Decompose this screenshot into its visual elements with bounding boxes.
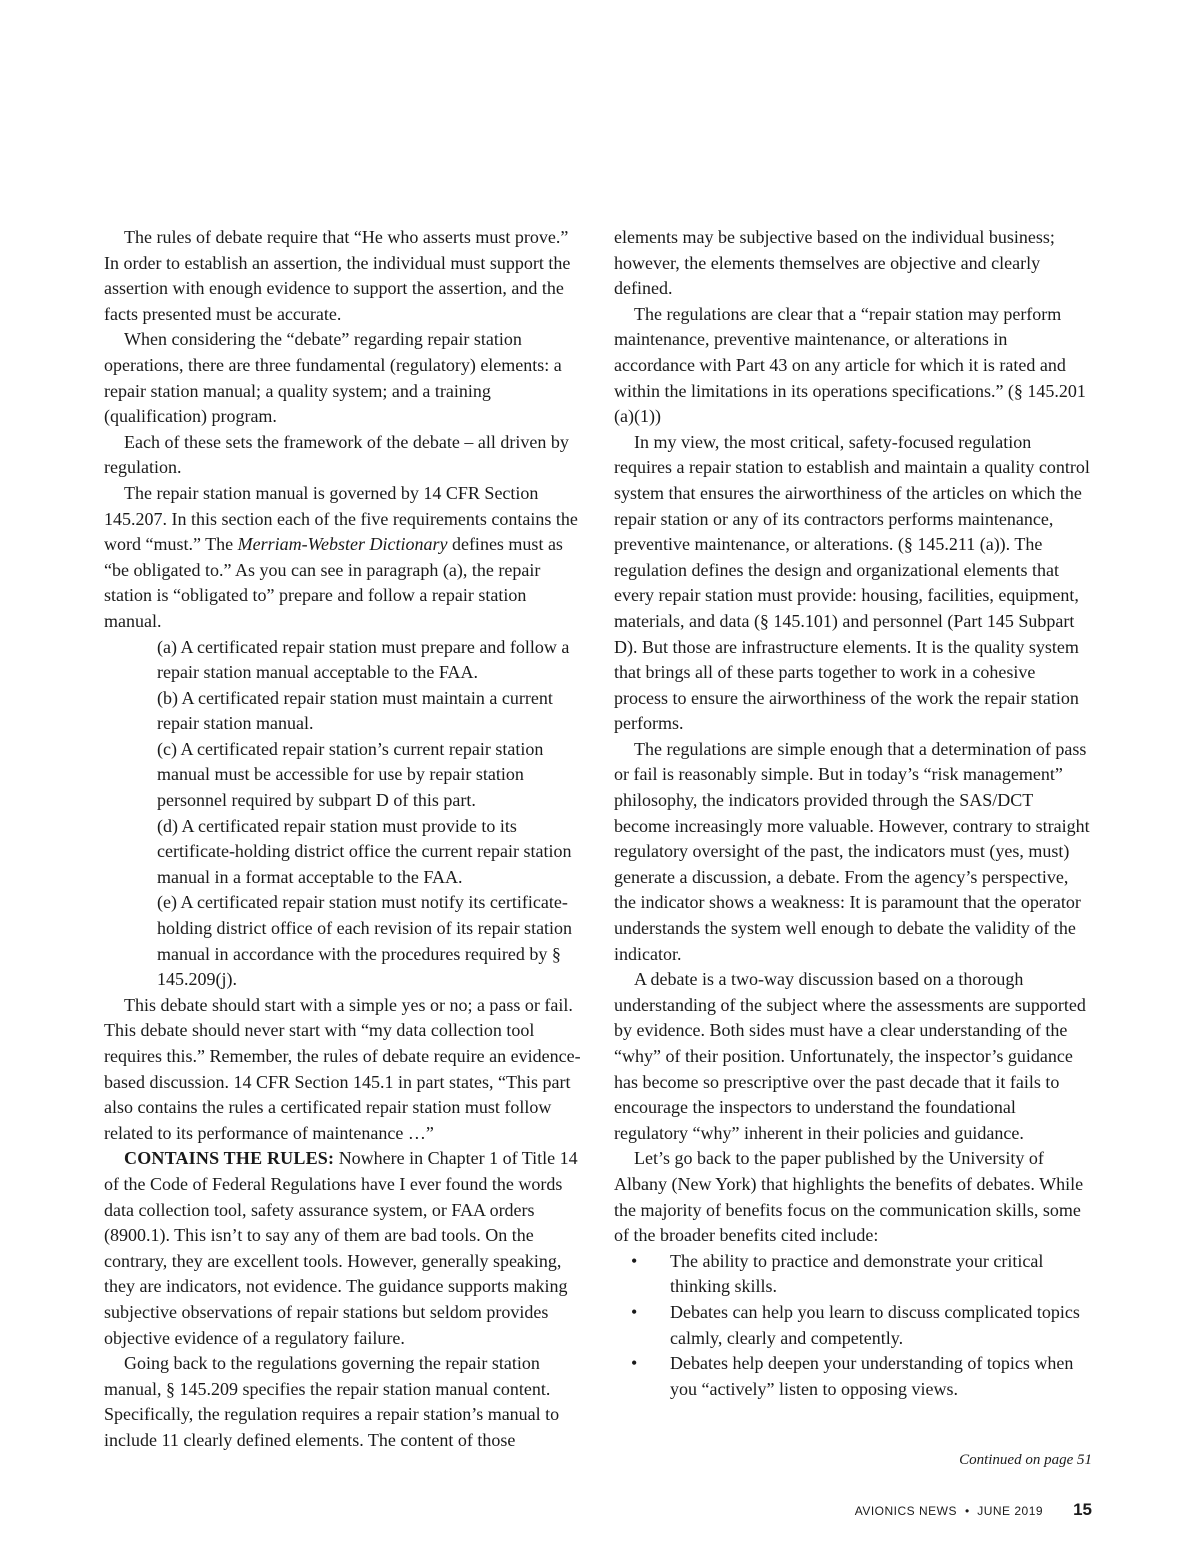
list-item-text: Debates help deepen your understanding of topics when you “actively” listen to opposing views.	[670, 1353, 1074, 1399]
footer-separator: •	[965, 1504, 970, 1518]
paragraph: The regulations are clear that a “repair station may perform maintenance, preventive maintenance, or alterations in accordance with Part 43 on any article for which it is rated and within the limitations in its operations specifications.” (§ 145.201 (a)(1))	[614, 303, 1086, 427]
regulation-quote-e: (e) A certificated repair station must notify its certificate-holding district office of each revision of its repair station manual in accordance with the procedures required by § 145.209(j).	[157, 892, 573, 990]
list-item	[614, 1300, 1092, 1351]
regulation-quote-d: (d) A certificated repair station must provide to its certificate-holding district office the current repair station manual in a format acceptable to the FAA.	[157, 815, 572, 887]
list-item	[614, 1249, 1092, 1300]
paragraph: In my view, the most critical, safety-focused regulation requires a repair station to establish and maintain a quality control system that ensures the airworthiness of the articles on which the repair station or any of its contractors performs maintenance, preventive maintenance, or alterations. (§ 145.211 (a)). The regulation defines the design and organizational elements that every repair station must provide: housing, facilities, equipment, materials, and data (§ 145.101) and personnel (Part 145 Subpart D). But those are infrastructure elements. It is the quality system that brings all of these parts together to work in a cohesive process to ensure the airworthiness of the work the repair station performs.	[614, 431, 1090, 734]
paragraph: Going back to the regulations governing the repair station manual, § 145.209 specifies the repair station manual content. Specifically, the regulation requires a repair station’s manual to include 11 clearly defined elements. The content of those	[104, 1353, 560, 1450]
paragraph: The regulations are simple enough that a determination of pass or fail is reasonably simple. But in today’s “risk management” philosophy, the indicators provided through the SAS/DCT become increasingly more valuable. However, contrary to straight regulatory oversight of the past, the indicators must (yes, must) generate a discussion, a debate. From the agency’s perspective, the indicator shows a weakness: It is paramount that the operator understands the system well enough to debate the validity of the indicator.	[614, 738, 1090, 964]
issue-date: JUNE 2019	[977, 1504, 1044, 1518]
paragraph: Each of these sets the framework of the debate – all driven by regulation.	[104, 431, 569, 478]
right-text-column	[614, 225, 1092, 1402]
regulation-quote-c: (c) A certificated repair station’s current repair station manual must be accessible for use by repair station personnel required by subpart D of this part.	[157, 738, 544, 811]
paragraph	[104, 481, 582, 635]
bullet-icon: •	[631, 1250, 638, 1271]
paragraph: elements may be subjective based on the individual business; however, the elements themselves are objective and clearly defined.	[614, 227, 1055, 299]
benefits-list	[614, 1249, 1092, 1403]
bullet-icon: •	[631, 1353, 638, 1374]
list-item	[614, 1351, 1092, 1402]
paragraph-text: The repair station manual is governed by 14 CFR Section 145.207. In this section each of the five requirements contains the word “must.” The	[104, 482, 578, 555]
page-footer	[855, 1500, 1092, 1520]
list-item-text: The ability to practice and demonstrate your critical thinking skills.	[670, 1250, 1044, 1297]
page-number: 15	[1073, 1500, 1092, 1519]
paragraph: A debate is a two-way discussion based on a thorough understanding of the subject where the assessments are supported by evidence. Both sides must have a clear understanding of the “why” of their position. Unfortunately, the inspector’s guidance has become so prescriptive over the past decade that it fails to encourage the inspectors to understand the foundational regulatory “why” inherent in their policies and guidance.	[614, 969, 1086, 1143]
dictionary-title: Merriam-Webster Dictionary	[237, 534, 448, 555]
list-item-text: Debates can help you learn to discuss complicated topics calmly, clearly and competently.	[670, 1301, 1080, 1348]
publication-name: AVIONICS NEWS	[854, 1504, 957, 1518]
paragraph: This debate should start with a simple yes or no; a pass or fail. This debate should never start with “my data collection tool requires this.” Remember, the rules of debate require an evidence-based discussion. 14 CFR Section 145.1 in part states, “This part also contains the rules a certificated repair station must follow related to its performance of maintenance …”	[104, 994, 581, 1143]
bullet-icon: •	[631, 1301, 638, 1322]
section-lead-in: CONTAINS THE RULES:	[124, 1148, 335, 1169]
regulation-quote-a: (a) A certificated repair station must prepare and follow a repair station manual acceptable to the FAA.	[157, 636, 570, 683]
paragraph-text: Nowhere in Chapter 1 of Title 14 of the Code of Federal Regulations have I ever found the words data collection tool, safety assurance system, or FAA orders (8900.1). This isn’t to say any of them are bad tools. On the contrary, they are excellent tools. However, generally speaking, they are indicators, not evidence. The guidance supports making subjective observations of repair stations but seldom provides objective evidence of a regulatory failure.	[104, 1148, 578, 1348]
paragraph	[104, 1146, 582, 1351]
paragraph: The rules of debate require that “He who asserts must prove.” In order to establish an assertion, the individual must support the assertion with enough evidence to support the assertion, and the facts presented must be accurate.	[104, 227, 571, 324]
paragraph: When considering the “debate” regarding repair station operations, there are three fundamental (regulatory) elements: a repair station manual; a quality system; and a training (qualification) program.	[104, 329, 562, 427]
regulation-quote-b: (b) A certificated repair station must maintain a current repair station manual.	[157, 687, 553, 734]
paragraph: Let’s go back to the paper published by the University of Albany (New York) that highlights the benefits of debates. While the majority of benefits focus on the communication skills, some of the broader benefits cited include:	[614, 1148, 1084, 1246]
paragraph-text: defines must as “be obligated to.” As you can see in paragraph (a), the repair station is “obligated to” prepare and follow a repair station manual.	[104, 534, 563, 631]
left-text-column	[104, 225, 582, 1454]
continued-note: Continued on page 51	[959, 1452, 1092, 1468]
